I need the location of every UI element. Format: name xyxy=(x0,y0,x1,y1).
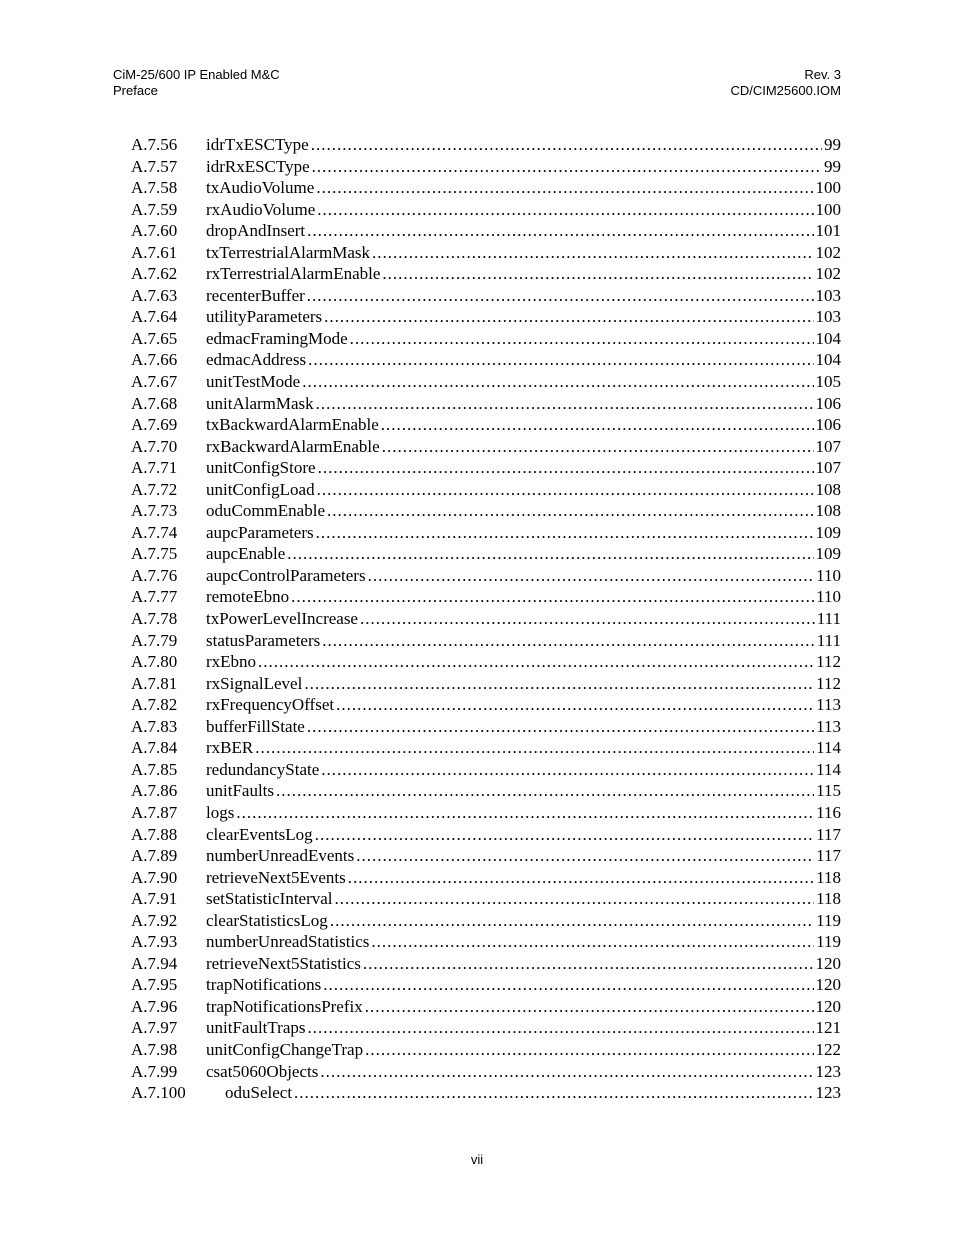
toc-entry[interactable] xyxy=(131,285,841,307)
toc-entry-number: A.7.87 xyxy=(131,802,178,822)
dot-leader xyxy=(311,134,822,156)
dot-leader xyxy=(327,500,814,522)
dot-leader xyxy=(276,780,814,802)
dot-leader xyxy=(348,867,814,889)
toc-entry[interactable] xyxy=(131,1039,841,1061)
toc-entry-number: A.7.80 xyxy=(131,652,178,672)
toc-entry[interactable] xyxy=(131,156,841,178)
toc-entry-page: 99 xyxy=(824,156,841,176)
toc-entry-page: 100 xyxy=(815,178,841,198)
toc-entry-number: A.7.99 xyxy=(131,1061,178,1081)
toc-entry-page: 102 xyxy=(815,264,841,284)
dot-leader xyxy=(323,974,813,996)
toc-entry-page: 103 xyxy=(815,285,841,305)
toc-entry-number: A.7.96 xyxy=(131,996,178,1016)
toc-entry-title[interactable]: rxEbno xyxy=(206,652,257,672)
dot-leader xyxy=(255,737,814,759)
dot-leader xyxy=(365,1039,813,1061)
toc-entry-page: 110 xyxy=(816,587,841,607)
toc-entry-title[interactable]: clearStatisticsLog xyxy=(206,910,328,930)
toc-entry[interactable] xyxy=(131,824,841,846)
toc-entry[interactable] xyxy=(131,608,841,630)
toc-entry[interactable] xyxy=(131,457,841,479)
toc-entry-title[interactable]: logs xyxy=(206,802,235,822)
toc-entry-number: A.7.89 xyxy=(131,846,178,866)
toc-entry-number: A.7.86 xyxy=(131,781,178,801)
toc-entry-number: A.7.67 xyxy=(131,372,178,392)
toc-entry[interactable] xyxy=(131,177,841,199)
toc-entry[interactable] xyxy=(131,953,841,975)
toc-entry-number: A.7.68 xyxy=(131,393,178,413)
dot-leader xyxy=(356,845,814,867)
toc-entry[interactable] xyxy=(131,199,841,221)
dot-leader xyxy=(315,824,814,846)
toc-entry-title[interactable]: csat5060Objects xyxy=(206,1061,319,1081)
toc-entry-page: 122 xyxy=(815,1039,841,1059)
toc-entry-number: A.7.97 xyxy=(131,1018,178,1038)
dot-leader xyxy=(330,910,814,932)
dot-leader xyxy=(316,522,814,544)
toc-entry-page: 106 xyxy=(815,415,841,435)
toc-entry-number: A.7.69 xyxy=(131,415,178,435)
toc-entry[interactable] xyxy=(131,134,841,156)
toc-entry-number: A.7.98 xyxy=(131,1039,178,1059)
toc-entry-title[interactable]: statusParameters xyxy=(206,630,321,650)
toc-entry-number: A.7.92 xyxy=(131,910,178,930)
toc-entry-number: A.7.74 xyxy=(131,522,178,542)
dot-leader xyxy=(287,543,813,565)
toc-entry-title[interactable]: unitFaultTraps xyxy=(206,1018,306,1038)
toc-entry-number: A.7.73 xyxy=(131,501,178,521)
dot-leader xyxy=(307,285,814,307)
dot-leader xyxy=(324,306,813,328)
dot-leader xyxy=(381,414,814,436)
toc-entry-number: A.7.62 xyxy=(131,264,178,284)
toc-entry-number: A.7.72 xyxy=(131,479,178,499)
page-number: vii xyxy=(470,1152,484,1167)
dot-leader xyxy=(317,479,814,501)
toc-entry-number: A.7.64 xyxy=(131,307,178,327)
toc-entry-page: 108 xyxy=(815,479,841,499)
toc-entry-number: A.7.82 xyxy=(131,695,178,715)
toc-entry-page: 120 xyxy=(815,975,841,995)
toc-entry-page: 116 xyxy=(816,802,841,822)
toc-entry-page: 115 xyxy=(816,781,841,801)
toc-entry-page: 118 xyxy=(816,889,841,909)
dot-leader xyxy=(350,328,814,350)
toc-entry-page: 110 xyxy=(816,565,841,585)
toc-entry-title[interactable]: aupcControlParameters xyxy=(206,565,366,585)
toc-entry-page: 120 xyxy=(815,996,841,1016)
toc-entry-title[interactable]: utilityParameters xyxy=(206,307,323,327)
toc-entry-title[interactable]: unitConfigLoad xyxy=(206,479,315,499)
toc-entry[interactable] xyxy=(131,500,841,522)
dot-leader xyxy=(307,220,813,242)
toc-entry-page: 100 xyxy=(815,199,841,219)
toc-entry-page: 106 xyxy=(815,393,841,413)
running-header-left xyxy=(113,67,280,99)
dot-leader xyxy=(322,630,815,652)
toc-entry-number: A.7.58 xyxy=(131,178,178,198)
toc-entry-number: A.7.61 xyxy=(131,242,178,262)
toc-entry[interactable] xyxy=(131,780,841,802)
toc-entry[interactable] xyxy=(131,759,841,781)
toc-entry-title[interactable]: rxBER xyxy=(206,738,254,758)
toc-entry-number: A.7.77 xyxy=(131,587,178,607)
toc-entry-title[interactable]: remoteEbno xyxy=(206,587,290,607)
toc-entry-number: A.7.78 xyxy=(131,609,178,629)
dot-leader xyxy=(363,953,814,975)
toc-entry-number: A.7.100 xyxy=(131,1083,186,1103)
toc-entry[interactable] xyxy=(131,565,841,587)
toc-entry-page: 111 xyxy=(816,630,841,650)
toc-entry[interactable] xyxy=(131,479,841,501)
dot-leader xyxy=(336,694,814,716)
document-code: CD/CIM25600.IOM xyxy=(730,83,841,98)
toc-entry-page: 109 xyxy=(815,544,841,564)
toc-entry[interactable] xyxy=(131,974,841,996)
toc-entry-page: 113 xyxy=(816,695,841,715)
toc-entry-title[interactable]: txAudioVolume xyxy=(206,178,315,198)
toc-entry-number: A.7.84 xyxy=(131,738,178,758)
toc-entry-page: 123 xyxy=(815,1083,841,1103)
toc-entry-number: A.7.79 xyxy=(131,630,178,650)
dot-leader xyxy=(318,457,814,479)
toc-entry[interactable] xyxy=(131,888,841,910)
toc-entry[interactable] xyxy=(131,630,841,652)
toc-entry-title[interactable]: unitConfigStore xyxy=(206,458,316,478)
toc-entry-title[interactable]: txBackwardAlarmEnable xyxy=(206,415,379,435)
toc-entry-title[interactable]: recenterBuffer xyxy=(206,285,305,305)
toc-entry[interactable] xyxy=(131,393,841,415)
toc-entry-title[interactable]: setStatisticInterval xyxy=(206,889,333,909)
toc-entry[interactable] xyxy=(131,673,841,695)
toc-entry-title[interactable]: rxTerrestrialAlarmEnable xyxy=(206,264,381,284)
toc-entry-page: 105 xyxy=(815,372,841,392)
toc-entry-page: 109 xyxy=(815,522,841,542)
toc-entry-page: 107 xyxy=(815,436,841,456)
dot-leader xyxy=(321,759,814,781)
toc-entry-title[interactable]: dropAndInsert xyxy=(206,221,306,241)
toc-entry-number: A.7.59 xyxy=(131,199,178,219)
dot-leader xyxy=(320,1061,813,1083)
toc-entry-page: 123 xyxy=(815,1061,841,1081)
toc-entry-page: 108 xyxy=(815,501,841,521)
dot-leader xyxy=(382,436,814,458)
toc-entry-title[interactable]: rxBackwardAlarmEnable xyxy=(206,436,380,456)
toc-entry-number: A.7.85 xyxy=(131,759,178,779)
toc-entry-title[interactable]: numberUnreadStatistics xyxy=(206,932,370,952)
toc-entry-page: 121 xyxy=(815,1018,841,1038)
dot-leader xyxy=(335,888,815,910)
dot-leader xyxy=(258,651,814,673)
toc-entry-title[interactable]: unitAlarmMask xyxy=(206,393,314,413)
toc-entry[interactable] xyxy=(131,220,841,242)
toc-entry-title[interactable]: rxSignalLevel xyxy=(206,673,303,693)
toc-entry[interactable] xyxy=(131,1017,841,1039)
toc-entry-number: A.7.81 xyxy=(131,673,178,693)
toc-entry[interactable] xyxy=(131,651,841,673)
toc-entry[interactable] xyxy=(131,802,841,824)
toc-entry-title[interactable]: clearEventsLog xyxy=(206,824,313,844)
toc-entry-title[interactable]: redundancyState xyxy=(206,759,320,779)
toc-entry[interactable] xyxy=(131,543,841,565)
toc-entry-page: 119 xyxy=(816,910,841,930)
toc-entry-number: A.7.95 xyxy=(131,975,178,995)
toc-entry[interactable] xyxy=(131,1061,841,1083)
toc-entry-page: 99 xyxy=(824,135,841,154)
toc-entry[interactable] xyxy=(131,263,841,285)
toc-entry-number: A.7.76 xyxy=(131,565,178,585)
toc-entry[interactable] xyxy=(131,867,841,889)
toc-entry-page: 118 xyxy=(816,867,841,887)
toc-entry-title[interactable]: aupcEnable xyxy=(206,544,286,564)
running-header-right xyxy=(730,67,841,99)
toc-entry-number: A.7.90 xyxy=(131,867,178,887)
toc-entry-number: A.7.66 xyxy=(131,350,178,370)
dot-leader xyxy=(312,156,822,178)
toc-entry-title[interactable]: rxFrequencyOffset xyxy=(206,695,335,715)
toc-entry-page: 117 xyxy=(816,824,841,844)
dot-leader xyxy=(360,608,815,630)
toc-entry[interactable] xyxy=(131,910,841,932)
toc-entry-title[interactable]: numberUnreadEvents xyxy=(206,846,355,866)
dot-leader xyxy=(316,177,813,199)
toc-entry-title[interactable]: trapNotificationsPrefix xyxy=(206,996,363,1016)
dot-leader xyxy=(368,565,815,587)
dot-leader xyxy=(372,242,813,264)
toc-entry-title[interactable]: oduCommEnable xyxy=(206,501,325,521)
toc-entry-page: 103 xyxy=(815,307,841,327)
toc-entry-page: 111 xyxy=(816,609,841,629)
toc-entry-number: A.7.91 xyxy=(131,889,178,909)
toc-entry-number: A.7.88 xyxy=(131,824,178,844)
toc-entry[interactable] xyxy=(131,349,841,371)
toc-entry-number: A.7.70 xyxy=(131,436,178,456)
toc-entry-title[interactable]: unitFaults xyxy=(206,781,275,801)
toc-entry[interactable] xyxy=(131,306,841,328)
toc-entry-number: A.7.94 xyxy=(131,953,178,973)
toc-entry-title[interactable]: edmacAddress xyxy=(206,350,307,370)
dot-leader xyxy=(302,371,813,393)
toc-entry[interactable] xyxy=(131,522,841,544)
toc-entry-page: 101 xyxy=(815,221,841,241)
toc-entry-number: A.7.63 xyxy=(131,285,178,305)
section-name: Preface xyxy=(113,83,158,98)
toc-entry-page: 114 xyxy=(816,738,841,758)
dot-leader xyxy=(316,393,814,415)
toc-entry-title[interactable]: rxAudioVolume xyxy=(206,199,316,219)
dot-leader xyxy=(236,802,814,824)
toc-entry-number: A.7.56 xyxy=(131,135,178,154)
document-title: CiM-25/600 IP Enabled M&C xyxy=(113,67,280,82)
toc-entry-title[interactable]: trapNotifications xyxy=(206,975,322,995)
toc-entry-title[interactable]: unitTestMode xyxy=(206,372,301,392)
toc-entry-number: A.7.71 xyxy=(131,458,178,478)
toc-entry[interactable] xyxy=(131,436,841,458)
toc-entry-number: A.7.83 xyxy=(131,716,178,736)
toc-entry-number: A.7.57 xyxy=(131,156,178,176)
toc-entry[interactable] xyxy=(131,586,841,608)
dot-leader xyxy=(371,931,814,953)
table-of-contents xyxy=(131,134,841,1104)
toc-entry[interactable] xyxy=(131,414,841,436)
toc-entry-title[interactable]: txTerrestrialAlarmMask xyxy=(206,242,371,262)
toc-entry[interactable] xyxy=(131,716,841,738)
toc-entry-number: A.7.65 xyxy=(131,328,178,348)
toc-entry-title[interactable]: idrTxESCType xyxy=(206,135,309,154)
toc-entry-page: 114 xyxy=(816,759,841,779)
toc-entry-title[interactable]: aupcParameters xyxy=(206,522,314,542)
toc-entry-title[interactable]: edmacFramingMode xyxy=(206,328,348,348)
toc-entry-number: A.7.60 xyxy=(131,221,178,241)
toc-entry[interactable] xyxy=(131,371,841,393)
toc-entry[interactable] xyxy=(131,694,841,716)
dot-leader xyxy=(317,199,813,221)
toc-entry-page: 107 xyxy=(815,458,841,478)
toc-entry[interactable] xyxy=(131,845,841,867)
dot-leader xyxy=(307,716,814,738)
toc-entry[interactable] xyxy=(131,931,841,953)
toc-entry-title[interactable]: oduSelect xyxy=(225,1083,293,1103)
toc-entry-number: A.7.93 xyxy=(131,932,178,952)
toc-entry-page: 104 xyxy=(815,328,841,348)
toc-entry-title[interactable]: retrieveNext5Events xyxy=(206,867,346,887)
dot-leader xyxy=(294,1082,813,1104)
toc-entry-page: 120 xyxy=(815,953,841,973)
toc-entry[interactable] xyxy=(131,737,841,759)
dot-leader xyxy=(382,263,813,285)
toc-entry-number: A.7.75 xyxy=(131,544,178,564)
dot-leader xyxy=(365,996,814,1018)
toc-entry-page: 113 xyxy=(816,716,841,736)
dot-leader xyxy=(308,349,813,371)
dot-leader xyxy=(308,1017,814,1039)
revision-label: Rev. 3 xyxy=(804,67,841,82)
toc-entry[interactable] xyxy=(131,996,841,1018)
toc-entry[interactable] xyxy=(131,242,841,264)
toc-entry-page: 104 xyxy=(815,350,841,370)
toc-entry-page: 112 xyxy=(816,673,841,693)
toc-entry[interactable] xyxy=(131,1082,841,1104)
dot-leader xyxy=(304,673,814,695)
toc-entry-page: 102 xyxy=(815,242,841,262)
toc-entry-page: 117 xyxy=(816,846,841,866)
toc-entry[interactable] xyxy=(131,328,841,350)
toc-entry-title[interactable]: unitConfigChangeTrap xyxy=(206,1039,364,1059)
toc-entry-title[interactable]: txPowerLevelIncrease xyxy=(206,609,358,629)
toc-entry-title[interactable]: retrieveNext5Statistics xyxy=(206,953,361,973)
toc-entry-title[interactable]: bufferFillState xyxy=(206,716,305,736)
toc-entry-page: 112 xyxy=(816,652,841,672)
toc-entry-title[interactable]: idrRxESCType xyxy=(206,156,310,176)
toc-entry-page: 119 xyxy=(816,932,841,952)
dot-leader xyxy=(291,586,814,608)
